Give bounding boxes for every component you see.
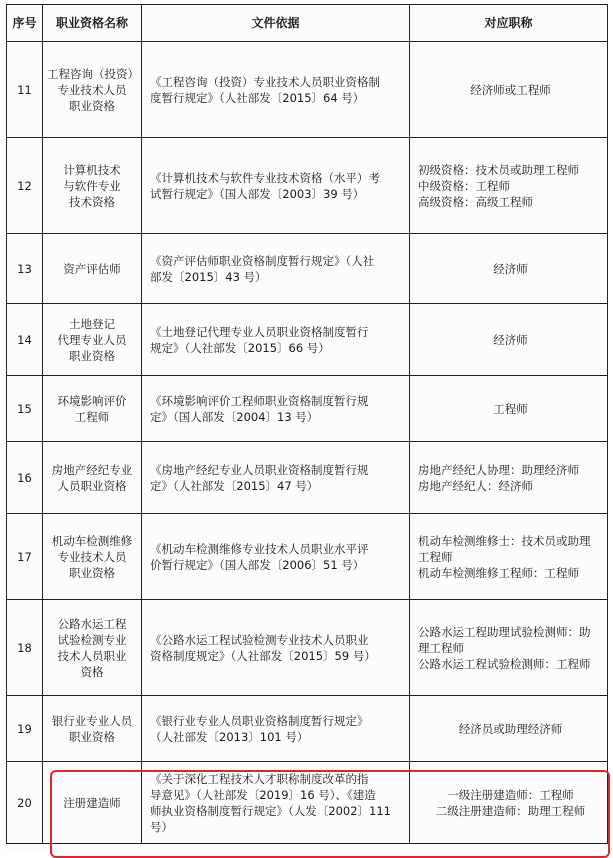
document-basis-line: 《房地产经纪专业人员职业资格制度暂行规 <box>150 462 369 477</box>
qualification-name <box>43 234 142 304</box>
corresponding-title-line: 高级资格：高级工程师 <box>418 194 533 209</box>
corresponding-title <box>410 234 608 304</box>
document-basis <box>142 138 410 234</box>
qualification-name-line: 职业资格 <box>69 98 115 113</box>
document-basis <box>142 442 410 514</box>
table-row <box>7 42 608 138</box>
corresponding-title <box>410 304 608 376</box>
corresponding-title-line: 机动车检测维修工程师：工程师 <box>418 565 579 580</box>
corresponding-title-line: 二级注册建造师：助理工程师 <box>435 803 586 818</box>
qualification-name-line: 职业资格 <box>69 565 115 580</box>
corresponding-title <box>410 138 608 234</box>
qualification-name-line: 银行业专业人员 <box>51 713 133 728</box>
corresponding-title-line: 经济师 <box>493 261 528 276</box>
document-basis-line: 师执业资格制度暂行规定》（人发〔2002〕111 <box>150 803 391 818</box>
corresponding-title-line: 中级资格：工程师 <box>418 178 510 193</box>
document-basis-line: 《工程咨询（投资）专业技术人员职业资格制 <box>150 74 380 89</box>
qualification-name-line: 试验检测专业 <box>57 632 127 647</box>
header-name: 职业资格名称 <box>43 5 142 42</box>
qualification-name <box>43 696 142 762</box>
table-row <box>7 138 608 234</box>
document-basis <box>142 376 410 442</box>
table-row <box>7 600 608 696</box>
qualification-name <box>43 442 142 514</box>
document-basis <box>142 762 410 844</box>
document-basis-line: 《公路水运工程试验检测专业技术人员职业 <box>150 632 369 647</box>
qualification-name <box>43 138 142 234</box>
document-basis <box>142 514 410 600</box>
table-row <box>7 376 608 442</box>
corresponding-title <box>410 442 608 514</box>
corresponding-title <box>410 762 608 844</box>
qualification-name <box>43 514 142 600</box>
row-number: 12 <box>7 138 43 234</box>
qualification-name-line: 代理专业人员 <box>57 332 127 347</box>
document-basis-line: 《资产评估师职业资格制度暂行规定》（人社 <box>150 253 375 268</box>
header-title: 对应职称 <box>410 5 608 42</box>
qualification-name-line: 专业技术人员 <box>57 549 127 564</box>
qualification-table <box>6 4 608 844</box>
row-number: 19 <box>7 696 43 762</box>
qualification-name-line: 资格 <box>80 664 104 679</box>
row-number: 13 <box>7 234 43 304</box>
qualification-name <box>43 762 142 844</box>
corresponding-title-line: 经济师 <box>493 332 528 347</box>
qualification-name-line: 专业技术人员 <box>57 82 127 97</box>
qualification-name-line: 环境影响评价 <box>57 393 127 408</box>
document-basis-line: 《关于深化工程技术人才职称制度改革的指 <box>150 771 369 786</box>
document-basis-line: 《土地登记代理专业人员职业资格制度暂行 <box>150 324 369 339</box>
qualification-name-line: 技术资格 <box>69 194 115 209</box>
corresponding-title <box>410 42 608 138</box>
corresponding-title-line: 公路水运工程试验检测师：工程师 <box>418 656 591 671</box>
corresponding-title-line: 一级注册建造师：工程师 <box>447 787 574 802</box>
row-number: 14 <box>7 304 43 376</box>
corresponding-title-line: 理工程师 <box>418 640 464 655</box>
document-basis-line: 《计算机技术与软件专业技术资格（水平）考 <box>150 170 380 185</box>
table-row <box>7 514 608 600</box>
qualification-name <box>43 304 142 376</box>
document-basis <box>142 234 410 304</box>
corresponding-title-line: 经济员或助理经济师 <box>458 721 563 736</box>
document-basis-line: 号） <box>150 819 173 834</box>
document-page <box>6 4 607 853</box>
corresponding-title-line: 公路水运工程助理试验检测师：助 <box>418 624 591 639</box>
row-number: 18 <box>7 600 43 696</box>
corresponding-title <box>410 696 608 762</box>
corresponding-title-line: 工程师 <box>493 401 528 416</box>
qualification-name-line: 工程师 <box>74 409 110 424</box>
document-basis-line: （人社部发〔2013〕101 号） <box>150 729 309 744</box>
document-basis-line: 定》（人社部发〔2015〕47 号） <box>150 478 319 493</box>
qualification-name-line: 计算机技术 <box>63 162 121 177</box>
qualification-name-line: 人员职业资格 <box>57 478 127 493</box>
document-basis-line: 导意见》（人社部发〔2019〕16 号）、《建造 <box>150 787 376 802</box>
row-number: 16 <box>7 442 43 514</box>
corresponding-title-line: 机动车检测维修士：技术员或助理 <box>418 533 591 548</box>
corresponding-title <box>410 600 608 696</box>
row-number: 20 <box>7 762 43 844</box>
corresponding-title <box>410 514 608 600</box>
table-row <box>7 234 608 304</box>
document-basis-line: 资格制度规定》（人社部发〔2015〕59 号） <box>150 648 376 663</box>
qualification-name-line: 职业资格 <box>69 348 115 363</box>
table-row <box>7 696 608 762</box>
qualification-name-line: 机动车检测维修 <box>51 533 133 548</box>
table-row <box>7 762 608 844</box>
corresponding-title-line: 工程师 <box>418 549 453 564</box>
document-basis <box>142 600 410 696</box>
qualification-name-line: 公路水运工程 <box>57 616 127 631</box>
header-no: 序号 <box>7 5 43 42</box>
document-basis-line: 《机动车检测维修专业技术人员职业水平评 <box>150 541 369 556</box>
document-basis-line: 度暂行规定》（人社部发〔2015〕64 号） <box>150 90 365 105</box>
document-basis <box>142 304 410 376</box>
qualification-name-line: 职业资格 <box>69 729 115 744</box>
document-basis-line: 试暂行规定》（国人部发〔2003〕39 号） <box>150 186 365 201</box>
qualification-name-line: 资产评估师 <box>63 261 121 276</box>
qualification-name <box>43 376 142 442</box>
corresponding-title <box>410 376 608 442</box>
document-basis-line: 价暂行规定》（国人部发〔2006〕51 号） <box>150 557 365 572</box>
row-number: 15 <box>7 376 43 442</box>
qualification-name-line: 注册建造师 <box>63 795 121 810</box>
table-row <box>7 442 608 514</box>
document-basis-line: 部发〔2015〕43 号） <box>150 269 267 284</box>
corresponding-title-line: 房地产经纪人：经济师 <box>418 478 533 493</box>
qualification-name-line: 土地登记 <box>69 316 115 331</box>
document-basis-line: 规定》（人社部发〔2015〕66 号） <box>150 340 330 355</box>
document-basis <box>142 42 410 138</box>
qualification-name <box>43 600 142 696</box>
corresponding-title-line: 初级资格：技术员或助理工程师 <box>418 162 579 177</box>
header-doc: 文件依据 <box>142 5 410 42</box>
document-basis <box>142 696 410 762</box>
table-row <box>7 304 608 376</box>
qualification-name-line: 工程咨询（投资） <box>47 66 139 81</box>
qualification-name-line: 技术人员职业 <box>57 648 127 663</box>
document-basis-line: 《银行业专业人员职业资格制度暂行规定》 <box>150 713 369 728</box>
corresponding-title-line: 经济师或工程师 <box>470 82 551 97</box>
qualification-name-line: 房地产经纪专业 <box>51 462 133 477</box>
table-header-row <box>7 5 608 42</box>
row-number: 17 <box>7 514 43 600</box>
qualification-name-line: 与软件专业 <box>63 178 121 193</box>
corresponding-title-line: 房地产经纪人协理：助理经济师 <box>418 462 579 477</box>
row-number: 11 <box>7 42 43 138</box>
qualification-name <box>43 42 142 138</box>
document-basis-line: 《环境影响评价工程师职业资格制度暂行规 <box>150 393 369 408</box>
document-basis-line: 定》（国人部发〔2004〕13 号） <box>150 409 319 424</box>
